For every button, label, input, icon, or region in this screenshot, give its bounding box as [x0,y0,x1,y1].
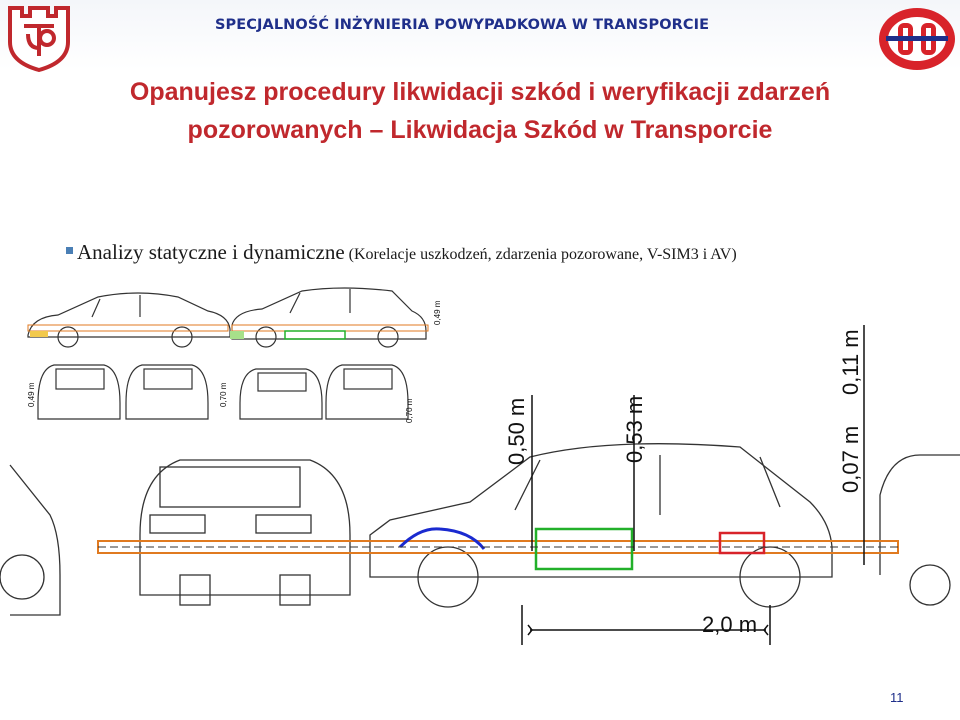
header-band [0,0,960,70]
large-side-view-wagon [370,444,832,607]
small-front-view-2 [240,369,322,419]
university-logo-icon [4,4,74,72]
small-rear-view-2 [326,365,408,419]
header-title: SPECJALNOŚĆ INŻYNIERIA POWYPADKOWA W TRANSPORCIE [215,17,710,33]
bullet-sub-text: (Korelacje uszkodzeń, zdarzenia pozorowane, V-SIM3 i AV) [344,246,737,263]
dim-label-011: 0,11 m [838,329,863,395]
label-height-b: 0,49 m [27,382,36,407]
label-height-c: 0,70 m [219,382,228,407]
small-side-view-car-a [28,293,230,347]
large-right-car-part [880,455,960,605]
page-number: 11 [890,690,904,705]
large-rear-view-car [140,460,350,605]
slide-title-line-2: pozorowanych – Likwidacja Szkód w Transporcie [187,116,773,144]
label-height-a: 0,49 m [433,300,442,325]
small-rear-view-1 [126,365,208,419]
vehicle-damage-drawing [0,285,960,665]
label-height-d: 0,70 m [405,398,414,423]
dim-label-050: 0,50 m [504,397,529,465]
small-front-view-1 [38,365,120,419]
dim-label-053: 0,53 m [622,395,647,463]
bullet-main-text: Analizy statyczne i dynamiczne [77,240,345,264]
dim-label-007: 0,07 m [838,425,863,493]
faculty-logo-icon [876,4,958,74]
bullet-square-icon [66,247,73,254]
large-left-car-part [0,465,60,615]
small-side-view-car-b [232,288,426,347]
bullet-item [66,240,737,265]
dim-label-20: 2,0 m [702,612,758,637]
slide-title-line-1: Opanujesz procedury likwidacji szkód i weryfikacji zdarzeń [129,78,831,106]
